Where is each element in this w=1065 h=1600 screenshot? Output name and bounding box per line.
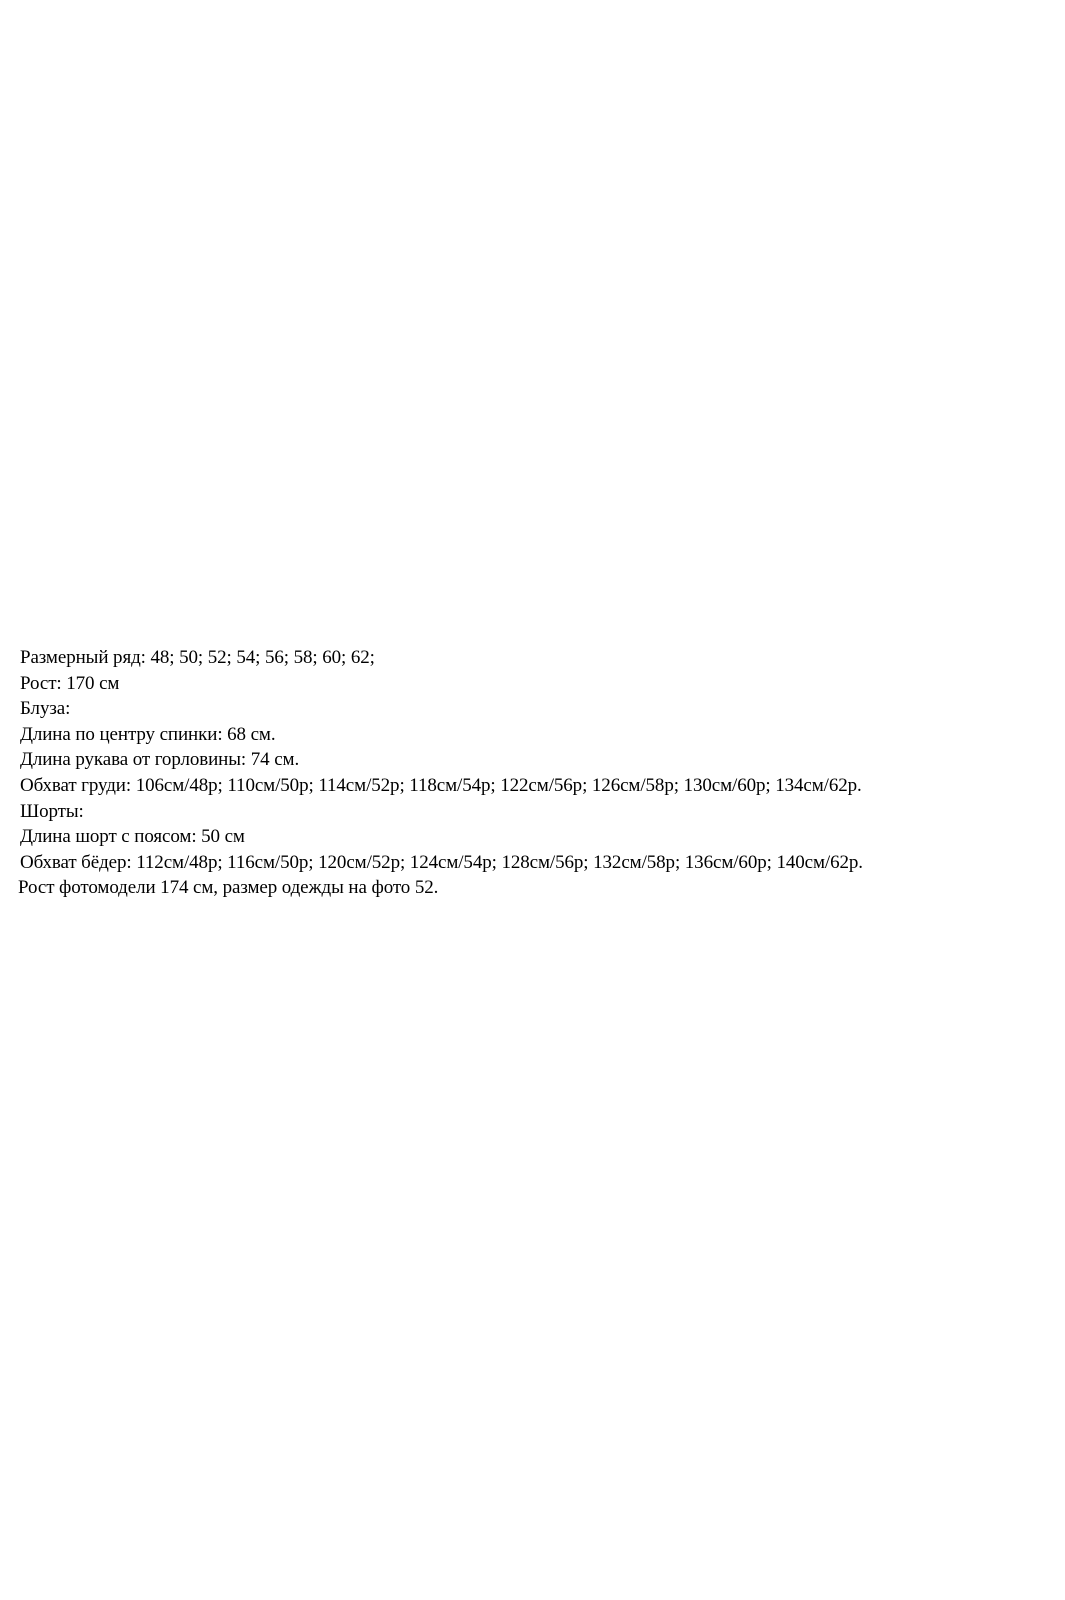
blouse-heading: Блуза:	[20, 698, 71, 720]
blouse-sleeve-length-line: Длина рукава от горловины: 74 см.	[20, 749, 300, 771]
hip-girth-line: Обхват бёдер: 112см/48р; 116см/50р; 120см/52р; 124см/54р; 128см/56р; 132см/58р; 136см/60р; 140см/62р.	[20, 851, 863, 873]
shorts-length-line: Длина шорт с поясом: 50 см	[20, 826, 245, 848]
blouse-back-length-line: Длина по центру спинки: 68 см.	[20, 723, 276, 745]
size-description	[20, 645, 1050, 901]
size-range-line: Размерный ряд: 48; 50; 52; 54; 56; 58; 60; 62;	[20, 647, 375, 668]
shorts-heading: Шорты:	[20, 800, 84, 822]
chest-girth-line: Обхват груди: 106см/48р; 110см/50р; 114см/52р; 118см/54р; 122см/56р; 126см/58р; 130см/60р; 134см/62р.	[20, 774, 862, 796]
model-info-line: Рост фотомодели 174 см, размер одежды на фото 52.	[18, 877, 439, 899]
height-line: Рост: 170 см	[20, 672, 120, 694]
